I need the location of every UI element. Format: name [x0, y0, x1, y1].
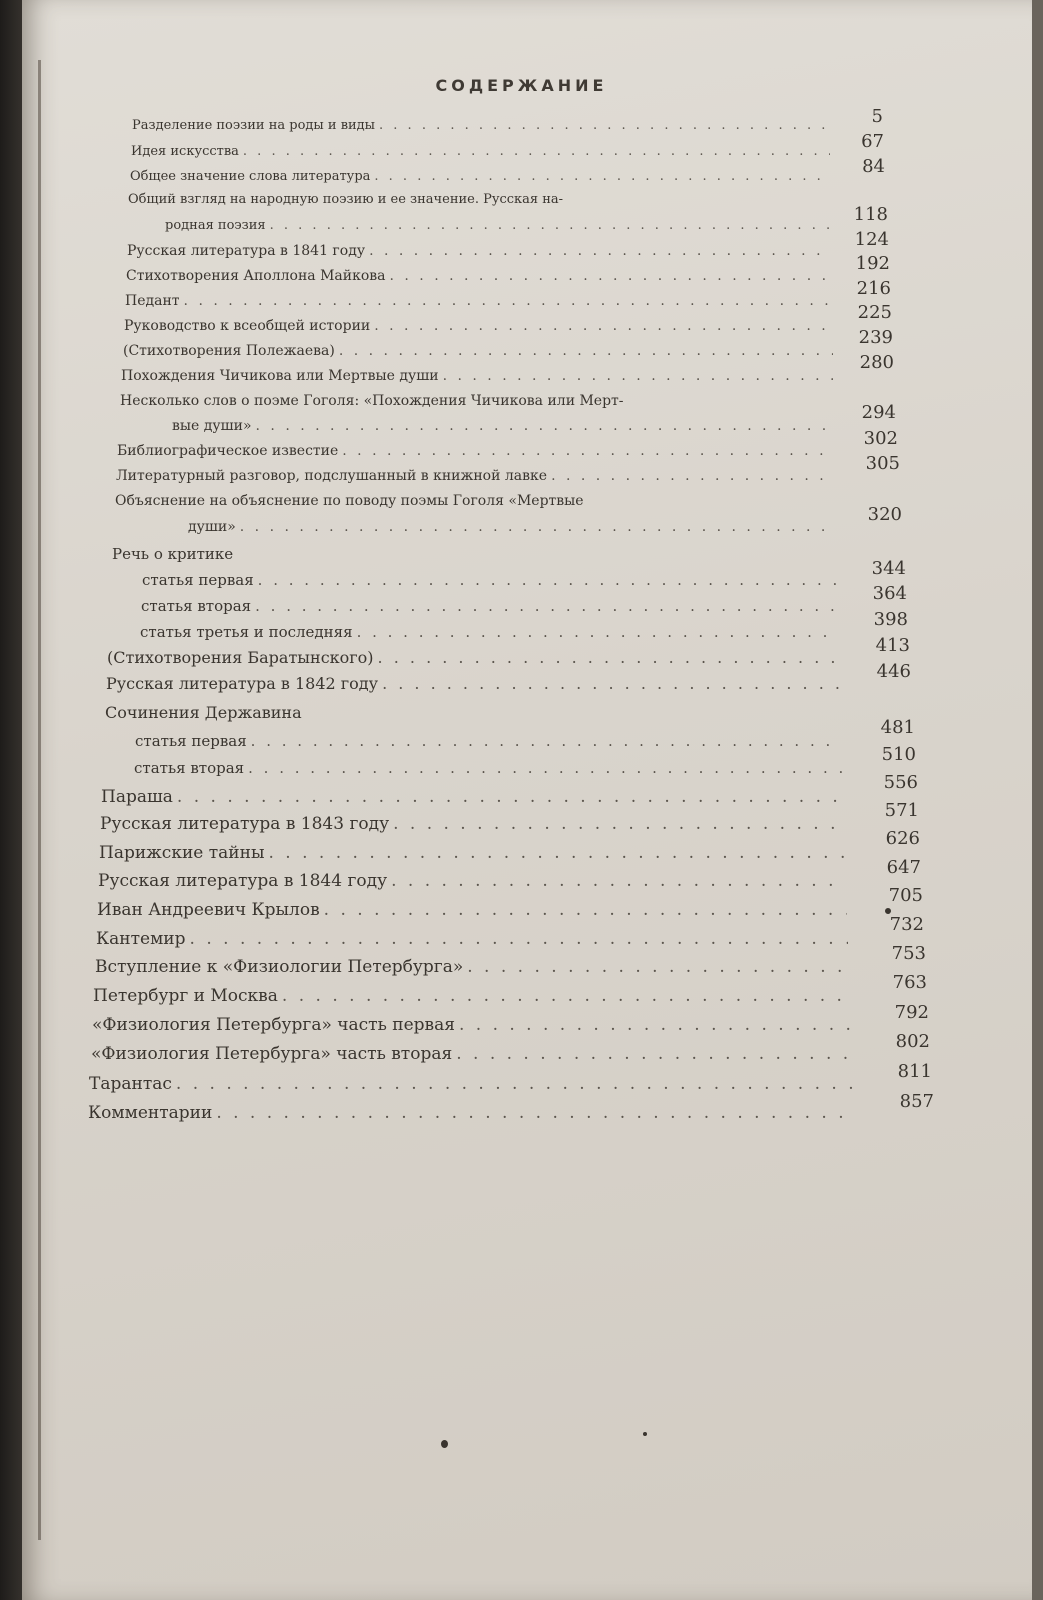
toc-leader-dots	[251, 732, 842, 750]
toc-leader-dots	[258, 571, 838, 589]
toc-entry	[165, 218, 835, 233]
toc-leader-dots	[551, 468, 834, 484]
toc-leader-dots	[393, 814, 844, 834]
toc-leader-dots	[282, 986, 850, 1006]
toc-entry-title: родная поэзия	[165, 218, 266, 233]
toc-entry-title: вые души»	[172, 418, 252, 434]
toc-page-number: 753	[891, 943, 926, 964]
toc-entry-title: Тарантас	[89, 1074, 172, 1094]
toc-page-number: 802	[895, 1031, 930, 1052]
toc-leader-dots	[177, 787, 843, 807]
toc-leader-dots	[342, 443, 834, 459]
toc-entry	[130, 169, 834, 184]
toc-page-number: 216	[856, 278, 891, 299]
toc-entry	[188, 519, 840, 535]
toc-page-number: 763	[892, 972, 927, 993]
toc-entry	[99, 843, 849, 863]
toc-entry-title: статья вторая	[134, 759, 245, 777]
toc-page-number: 556	[883, 772, 918, 793]
toc-entry-title: Параша	[101, 787, 173, 807]
toc-page-number: 302	[863, 428, 898, 449]
toc-entry-title: (Стихотворения Баратынского)	[107, 648, 374, 667]
toc-entry	[97, 900, 851, 920]
toc-entry	[121, 368, 837, 384]
toc-leader-dots	[456, 1044, 852, 1064]
toc-page-number: 118	[853, 204, 888, 225]
toc-page-number: 320	[867, 504, 902, 525]
toc-entry	[101, 787, 847, 807]
toc-page-number: 481	[880, 717, 915, 738]
toc-leader-dots	[256, 418, 833, 434]
toc-page-number: 857	[899, 1091, 934, 1112]
toc-entry-title: Руководство к всеобщей истории	[124, 318, 371, 334]
toc-entry-title: Похождения Чичикова или Мертвые души	[121, 368, 439, 384]
toc-entry	[131, 144, 834, 159]
toc-page-number: 510	[881, 744, 916, 765]
toc-leader-dots	[467, 957, 849, 977]
toc-entry-title: Общий взгляд на народную поэзию и ее значение. Русская на-	[128, 192, 564, 207]
toc-page-number: 626	[885, 828, 920, 849]
toc-entry-title: Стихотворения Аполлона Майкова	[126, 268, 386, 284]
toc-leader-dots	[374, 318, 832, 334]
toc-leader-dots	[268, 843, 845, 863]
toc-leader-dots	[459, 1015, 851, 1035]
toc-page-number: 5	[871, 106, 883, 127]
toc-entry-title: Сочинения Державина	[105, 703, 302, 722]
toc-entry-title: Идея искусства	[131, 144, 239, 159]
toc-leader-dots	[374, 169, 830, 184]
toc-leader-dots	[324, 900, 847, 920]
toc-leader-dots	[190, 929, 848, 949]
toc-page-number: 84	[862, 156, 885, 177]
toc-entry	[106, 674, 845, 693]
toc-entry	[92, 1015, 855, 1035]
toc-entry-title: Несколько слов о поэме Гоголя: «Похождения Чичикова или Мерт-	[120, 393, 624, 409]
toc-page-number: 398	[873, 609, 908, 630]
toc-leader-dots	[248, 759, 842, 777]
toc-page-number: 446	[876, 661, 911, 682]
toc-entry-title: души»	[188, 519, 236, 535]
toc-entry-title: статья первая	[135, 732, 247, 750]
toc-entry	[135, 732, 846, 750]
toc-page-number: 239	[858, 327, 893, 348]
toc-entry	[172, 418, 837, 434]
toc-page-number: 732	[889, 914, 924, 935]
toc-page-number: 280	[859, 352, 894, 373]
toc-entry	[88, 1103, 858, 1123]
toc-entry	[98, 871, 850, 891]
toc-page-number: 792	[894, 1002, 929, 1023]
toc-entry	[126, 268, 835, 284]
toc-entry-title: Русская литература в 1844 году	[98, 871, 388, 891]
toc-page-number: 364	[872, 583, 907, 604]
toc-entry	[123, 343, 837, 359]
toc-entry	[93, 986, 854, 1006]
toc-entry-title: Литературный разговор, подслушанный в книжной лавке	[116, 468, 548, 484]
toc-entry	[140, 623, 843, 641]
toc-leader-dots	[390, 268, 832, 284]
toc-leader-dots	[443, 368, 833, 384]
toc-entry-title: Петербург и Москва	[93, 986, 278, 1006]
toc-page-number: 571	[884, 800, 919, 821]
toc-entry-title: (Стихотворения Полежаева)	[123, 343, 335, 359]
toc-entry	[89, 1074, 857, 1094]
toc-page-number: 413	[875, 635, 910, 656]
toc-entry-title: Речь о критике	[112, 545, 234, 563]
toc-entry	[127, 243, 835, 259]
toc-entry-title: Объяснение на объяснение по поводу поэмы Гоголя «Мертвые	[115, 493, 584, 509]
toc-leader-dots	[369, 243, 831, 259]
toc-entry-title: статья вторая	[141, 597, 252, 615]
toc-page-number: 705	[888, 885, 923, 906]
toc-entry	[116, 468, 838, 484]
toc-entry-title: Русская литература в 1841 году	[127, 243, 366, 259]
toc-entry-title: Комментарии	[88, 1103, 213, 1123]
toc-entry	[91, 1044, 856, 1064]
toc-entry-title: Русская литература в 1842 году	[106, 674, 379, 693]
toc-leader-dots	[255, 597, 839, 615]
toc-entry	[124, 318, 836, 334]
toc-heading: СОДЕРЖАНИЕ	[435, 76, 608, 95]
toc-entry-title: Библиографическое известие	[117, 443, 339, 459]
ink-spot	[441, 1440, 448, 1448]
toc-page-number: 294	[861, 402, 896, 423]
toc-leader-dots	[216, 1103, 854, 1123]
toc-entry-title: «Физиология Петербурга» часть вторая	[91, 1044, 453, 1064]
toc-entry	[125, 293, 836, 309]
toc-page-number: 647	[886, 857, 921, 878]
toc-entry	[141, 597, 843, 615]
toc-leader-dots	[184, 293, 832, 309]
toc-entry-title: Кантемир	[96, 929, 186, 949]
toc-entry	[117, 443, 838, 459]
toc-entry	[107, 648, 844, 667]
toc-entry	[95, 957, 853, 977]
toc-entry	[96, 929, 852, 949]
toc-entry-title: Общее значение слова литература	[130, 169, 371, 184]
toc-leader-dots	[379, 118, 830, 133]
toc-page-number: 811	[897, 1061, 932, 1082]
toc-leader-dots	[240, 519, 836, 535]
toc-entry	[132, 118, 834, 133]
toc-page-number: 124	[854, 229, 889, 250]
toc-entry-title: статья третья и последняя	[140, 623, 353, 641]
ink-spot	[885, 908, 891, 914]
ink-spot	[643, 1432, 647, 1436]
toc-page-number: 344	[871, 558, 906, 579]
toc-entry-title: Парижские тайны	[99, 843, 265, 863]
toc-leader-dots	[382, 674, 841, 693]
toc-entry-title: «Физиология Петербурга» часть первая	[92, 1015, 455, 1035]
toc-leader-dots	[357, 623, 839, 641]
toc-entry	[142, 571, 842, 589]
toc-entry-title: Вступление к «Физиологии Петербурга»	[95, 957, 464, 977]
toc-page-number: 67	[861, 131, 884, 152]
toc-leader-dots	[378, 648, 840, 667]
toc-page-number: 225	[857, 302, 892, 323]
toc-entry-title: статья первая	[142, 571, 254, 589]
toc-entry-title: Иван Андреевич Крылов	[97, 900, 320, 920]
toc-leader-dots	[391, 871, 846, 891]
toc-entry-title: Русская литература в 1843 году	[100, 814, 390, 834]
toc-entry	[134, 759, 846, 777]
toc-page-number: 192	[855, 253, 890, 274]
toc-leader-dots	[270, 218, 831, 233]
toc-leader-dots	[176, 1074, 853, 1094]
toc-entry-title: Разделение поэзии на роды и виды	[132, 118, 376, 133]
toc-page-number: 305	[865, 453, 900, 474]
toc-entry-title: Педант	[125, 293, 180, 309]
toc-leader-dots	[339, 343, 833, 359]
toc-entry	[100, 814, 848, 834]
toc-leader-dots	[243, 144, 830, 159]
